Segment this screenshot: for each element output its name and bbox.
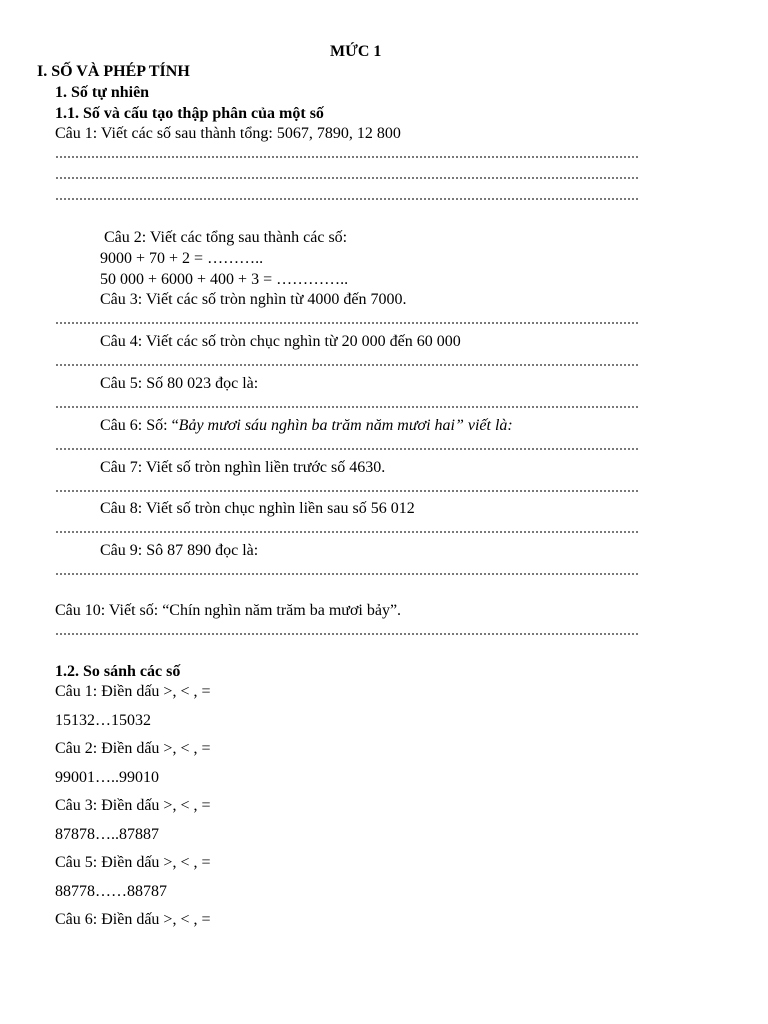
answer-line — [55, 155, 639, 159]
question-4: Câu 4: Viết các số tròn chục nghìn từ 20 000 đến 60 000 — [100, 333, 461, 350]
page-title: MỨC 1 — [330, 43, 382, 60]
answer-line — [55, 489, 639, 493]
question-3: Câu 3: Viết các số tròn nghìn từ 4000 đến 7000. — [100, 291, 407, 308]
compare-expression: 87878…..87887 — [55, 826, 159, 843]
question-8: Câu 8: Viết số tròn chục nghìn liền sau số 56 012 — [100, 500, 415, 517]
answer-line — [55, 447, 639, 451]
compare-expression: 99001…..99010 — [55, 769, 159, 786]
question-5: Câu 5: Số 80 023 đọc là: — [100, 375, 259, 392]
compare-question: Câu 3: Điền dấu >, < , = — [55, 797, 211, 814]
compare-question: Câu 2: Điền dấu >, < , = — [55, 740, 211, 757]
expression: 9000 + 70 + 2 = ……….. — [100, 250, 264, 267]
compare-question: Câu 6: Điền dấu >, < , = — [55, 911, 211, 928]
answer-line — [55, 176, 639, 180]
subsection-heading: 1. Số tự nhiên — [55, 84, 150, 101]
subsection-heading: 1.2. So sánh các số — [55, 663, 181, 680]
question-6-italic: Bảy mươi sáu nghìn ba trăm năm mươi hai” viết là: — [178, 417, 513, 434]
question-6 — [100, 416, 513, 436]
answer-line — [55, 530, 639, 534]
answer-line — [55, 632, 639, 636]
question-9: Câu 9: Sô 87 890 đọc là: — [100, 542, 259, 559]
compare-expression: 15132…15032 — [55, 712, 151, 729]
answer-line — [55, 405, 639, 409]
answer-line — [55, 321, 639, 325]
question-7: Câu 7: Viết số tròn nghìn liền trước số 4630. — [100, 459, 386, 476]
compare-question: Câu 5: Điền dấu >, < , = — [55, 854, 211, 871]
question-2: Câu 2: Viết các tổng sau thành các số: — [104, 229, 348, 246]
question-6-prefix: Câu 6: Số: “ — [100, 417, 179, 434]
compare-question: Câu 1: Điền dấu >, < , = — [55, 683, 211, 700]
answer-line — [55, 197, 639, 201]
question-10: Câu 10: Viết số: “Chín nghìn năm trăm ba mươi bảy”. — [55, 602, 402, 619]
expression: 50 000 + 6000 + 400 + 3 = ………….. — [100, 271, 349, 288]
question-1: Câu 1: Viết các số sau thành tổng: 5067, 7890, 12 800 — [55, 125, 401, 142]
answer-line — [55, 363, 639, 367]
compare-expression: 88778……88787 — [55, 883, 167, 900]
answer-line — [55, 572, 639, 576]
subsection-heading: 1.1. Số và cấu tạo thập phân của một số — [55, 105, 324, 122]
section-heading: I. SỐ VÀ PHÉP TÍNH — [37, 63, 190, 80]
